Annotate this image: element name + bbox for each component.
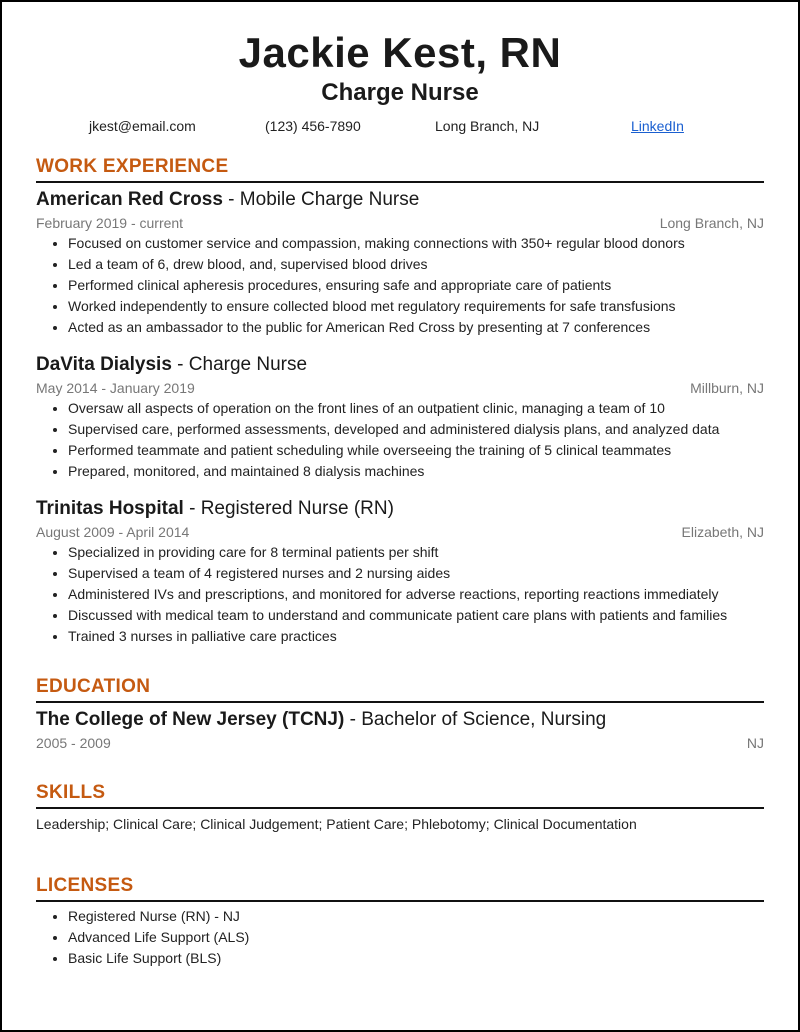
bullet-item: • Supervised a team of 4 registered nurses and 2 nursing aides	[68, 563, 764, 584]
candidate-title: Charge Nurse	[321, 79, 479, 106]
licenses-list	[36, 906, 764, 969]
job-dates: May 2014 - January 2019	[36, 380, 195, 396]
job-heading	[36, 352, 764, 378]
contact-email: jkest@email.com	[89, 118, 196, 134]
job-organization: DaVita Dialysis	[36, 354, 172, 375]
bullet-item: • Acted as an ambassador to the public for American Red Cross by presenting at 7 conferences	[68, 317, 764, 338]
license-item: • Registered Nurse (RN) - NJ	[68, 906, 764, 927]
job-role: Charge Nurse	[188, 354, 308, 375]
bullet-item: • Performed teammate and patient scheduling while overseeing the training of 5 clinical teammates	[68, 440, 764, 461]
education-degree: Bachelor of Science, Nursing	[361, 709, 607, 730]
contact-phone: (123) 456-7890	[265, 118, 361, 134]
job-location: Elizabeth, NJ	[681, 524, 764, 540]
job-dates: August 2009 - April 2014	[36, 524, 190, 540]
job-entry	[36, 187, 764, 338]
contact-row	[36, 118, 764, 134]
section-heading-education: EDUCATION	[36, 675, 764, 703]
candidate-name: Jackie Kest, RN	[238, 29, 562, 76]
bullet-item: • Worked independently to ensure collected blood met regulatory requirements for safe transfusions	[68, 296, 764, 317]
job-location: Long Branch, NJ	[659, 215, 764, 231]
bullet-item: • Trained 3 nurses in palliative care practices	[68, 626, 764, 647]
contact-location: Long Branch, NJ	[435, 118, 540, 134]
linkedin-link[interactable]: LinkedIn	[631, 118, 684, 134]
education-heading	[36, 707, 764, 733]
education-meta	[36, 733, 764, 753]
job-separator: -	[183, 498, 201, 519]
job-organization: Trinitas Hospital	[36, 498, 184, 519]
job-entry	[36, 352, 764, 482]
job-heading	[36, 496, 764, 522]
job-role: Registered Nurse (RN)	[200, 498, 394, 519]
bullet-item: • Prepared, monitored, and maintained 8 dialysis machines	[68, 461, 764, 482]
bullet-item: • Specialized in providing care for 8 terminal patients per shift	[68, 542, 764, 563]
skills-list: Leadership; Clinical Care; Clinical Judgement; Patient Care; Phlebotomy; Clinical Documentation	[36, 816, 637, 832]
bullet-item: • Performed clinical apheresis procedures, ensuring safe and appropriate care of patients	[68, 275, 764, 296]
license-item: • Advanced Life Support (ALS)	[68, 927, 764, 948]
job-meta	[36, 378, 764, 398]
job-organization: American Red Cross	[36, 189, 223, 210]
job-entry	[36, 496, 764, 647]
job-meta	[36, 522, 764, 542]
section-heading-work: WORK EXPERIENCE	[36, 155, 764, 183]
job-bullets	[36, 542, 764, 647]
bullet-item: • Led a team of 6, drew blood, and, supervised blood drives	[68, 254, 764, 275]
job-role: Mobile Charge Nurse	[239, 189, 420, 210]
job-bullets	[36, 233, 764, 338]
bullet-item: • Supervised care, performed assessments, developed and administered dialysis plans, and analyzed data	[68, 419, 764, 440]
section-heading-skills: SKILLS	[36, 781, 764, 809]
job-separator: -	[171, 354, 189, 375]
job-bullets	[36, 398, 764, 482]
job-heading	[36, 187, 764, 213]
job-separator: -	[222, 189, 240, 210]
education-entry	[36, 707, 764, 753]
education-school: The College of New Jersey (TCNJ)	[36, 709, 345, 730]
job-location: Millburn, NJ	[690, 380, 764, 396]
bullet-item: • Focused on customer service and compassion, making connections with 350+ regular blood donors	[68, 233, 764, 254]
bullet-item: • Discussed with medical team to understand and communicate patient care plans with patients and families	[68, 605, 764, 626]
bullet-item: • Oversaw all aspects of operation on the front lines of an outpatient clinic, managing a team of 10	[68, 398, 764, 419]
bullet-item: • Administered IVs and prescriptions, and monitored for adverse reactions, reporting reactions immediately	[68, 584, 764, 605]
education-separator: -	[344, 709, 362, 730]
education-dates: 2005 - 2009	[36, 735, 111, 751]
job-meta	[36, 213, 764, 233]
license-item: • Basic Life Support (BLS)	[68, 948, 764, 969]
section-heading-licenses: LICENSES	[36, 874, 764, 902]
education-location: NJ	[746, 735, 764, 751]
job-dates: February 2019 - current	[36, 215, 184, 231]
